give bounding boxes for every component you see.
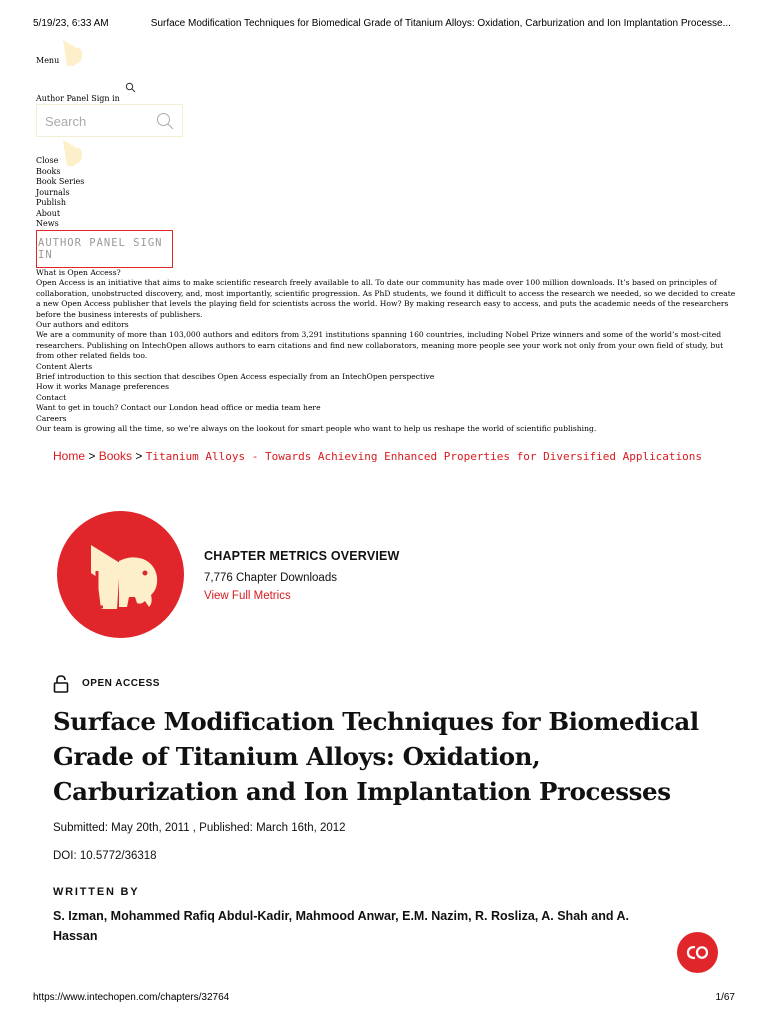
search-icon[interactable] (156, 112, 174, 130)
nav-close[interactable]: Close (36, 156, 59, 165)
written-by-label: WRITTEN BY (53, 886, 140, 898)
author-panel-link[interactable]: Author Panel Sign in (36, 94, 120, 103)
print-datetime: 5/19/23, 6:33 AM (33, 18, 109, 29)
print-url: https://www.intechopen.com/chapters/32764 (33, 992, 230, 1003)
breadcrumb-separator: > (132, 449, 146, 463)
nav-journals[interactable]: Journals (36, 187, 70, 197)
chapter-title: Surface Modification Techniques for Biomedical Grade of Titanium Alloys: Oxidation, Carburization and Ion Implantation Processes (53, 707, 699, 806)
metrics-title: CHAPTER METRICS OVERVIEW (204, 549, 400, 563)
about-heading-careers[interactable]: Careers (36, 413, 67, 423)
doi[interactable]: DOI: 10.5772/36318 (53, 850, 157, 862)
open-access-label: OPEN ACCESS (82, 678, 160, 689)
nav-publish[interactable]: Publish (36, 198, 67, 207)
breadcrumb-separator: > (85, 449, 99, 463)
about-text-contact: Want to get in touch? Contact our London head office or media team here (36, 403, 321, 413)
lock-open-icon (53, 675, 69, 693)
print-title: Surface Modification Techniques for Biomedical Grade of Titanium Alloys: Oxidation, Carburization and Ion Implantation Processe... (150, 18, 731, 29)
about-heading-contact[interactable]: Contact (36, 392, 67, 402)
search-form (36, 104, 183, 137)
about-text-open-access: Open Access is an initiative that aims to make scientific research freely available to all. To date our community has made over 100 million downloads. It’s based on principles of collaboration, unobstructed discovery, and, most importantly, scientific progression. As PhD students, we found it difficult to access the research we needed, so we decided to create a new Open Access publisher that levels the playing field for scientists across the world. How? By making research easy to access, and puts the academic needs of the researchers before the business interests of publishers. (36, 278, 736, 319)
nav-books[interactable]: Books (36, 166, 61, 176)
search-icon[interactable] (125, 78, 136, 89)
author-panel-button[interactable]: AUTHOR PANEL SIGN IN (36, 230, 173, 268)
breadcrumb-home[interactable]: Home (53, 449, 86, 463)
breadcrumb-books[interactable]: Books (98, 449, 133, 463)
chapter-logo-icon (57, 511, 184, 638)
main-nav (36, 156, 84, 230)
about-heading-authors[interactable]: Our authors and editors (36, 320, 129, 330)
breadcrumb (53, 449, 702, 463)
breadcrumb-book[interactable]: Titanium Alloys - Towards Achieving Enhanced Properties for Diversified Applications (145, 450, 703, 463)
menu-link[interactable]: Menu (36, 56, 60, 65)
nav-about[interactable]: About (36, 208, 61, 218)
nav-news[interactable]: News (36, 219, 59, 228)
about-alerts-links[interactable]: How it works Manage preferences (36, 382, 170, 392)
print-page-number: 1/67 (715, 992, 735, 1003)
nav-book-series[interactable]: Book Series (36, 177, 85, 186)
metrics-downloads: 7,776 Chapter Downloads (204, 572, 337, 584)
site-logo-icon[interactable] (61, 38, 83, 68)
print-header (33, 18, 748, 29)
about-heading-alerts[interactable]: Content Alerts (36, 361, 93, 371)
cite-button[interactable] (677, 932, 718, 973)
about-text-careers: Our team is growing all the time, so we’re always on the lookout for smart people who want to help us reshape the world of scientific publishing. (36, 424, 597, 434)
about-text-authors: We are a community of more than 103,000 authors and editors from 3,291 institutions spanning 160 countries, including Nobel Prize winners and some of the world’s most-cited researchers. Publishing on IntechOpen allows authors to earn citations and find new collaborators, meaning more people see your work not only from your own field of study, but from other related fields too. (36, 330, 724, 361)
author-list[interactable]: S. Izman, Mohammed Rafiq Abdul-Kadir, Mahmood Anwar, E.M. Nazim, R. Rosliza, A. Shah and A. Hassan (53, 909, 629, 943)
search-input[interactable] (45, 111, 150, 131)
about-text-alerts: Brief introduction to this section that descibes Open Access especially from an IntechOpen perspective (36, 372, 435, 382)
view-metrics-link[interactable]: View Full Metrics (204, 590, 291, 602)
about-heading-open-access[interactable]: What is Open Access? (36, 268, 121, 277)
cite-icon (686, 944, 709, 961)
about-menu-content (36, 268, 736, 435)
publication-dates: Submitted: May 20th, 2011 , Published: March 16th, 2012 (53, 822, 346, 834)
